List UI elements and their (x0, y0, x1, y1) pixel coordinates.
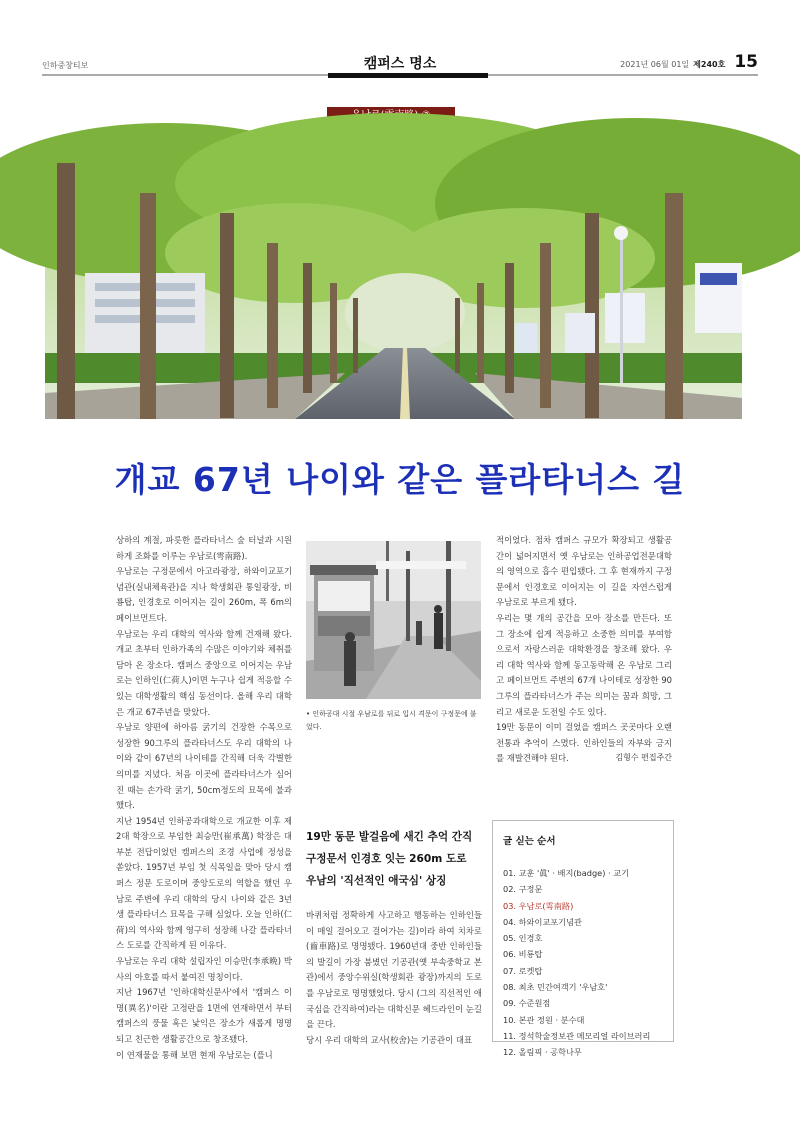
series-item: 11. 정석학술정보관 메모리얼 라이브러리 (503, 1030, 651, 1041)
paragraph: 우남로는 구정문에서 아고라광장, 하와이교포기념관(실내체육관)을 지나 학생회관 통일광장, 비룡탑, 인경호로 이어지는 길이 260m, 폭 6m의 페이브먼트다. (116, 566, 292, 623)
photo-caption: • 인하공대 시절 우남로를 뒤로 입시 격문이 구정문에 붙었다. (306, 710, 477, 731)
paragraph: 바퀴처럼 정확하게 사고하고 행동하는 인하인들이 매일 걸어오고 걸어가는 길)이라 하여 치차로(齒車路)로 명명됐다. 1960년대 중반 인하인들의 발길이 가장 붐볐던 기공관(옛 부속중학교 본관)에서 중앙수위실(학생회관 광장)까지의 도로를 우남로로 명명했었다. 당시 (그의 직선적인 애국심을 간직하여)라는 대학신문 헤드라인이 눈길을 끈다. (306, 910, 482, 1030)
paragraph: 우남로 양편에 하아름 굵기의 건장한 수목으로 성장한 90그루의 플라타너스도 우리 대학의 나이와 같이 67년의 나이테를 간직해 더욱 각별한 의미를 지녔다. 처음 이곳에 플라타너스가 심어진 때는 손가락 굵기, 50cm정도의 묘목에 불과했다. (116, 722, 292, 811)
series-order-box (492, 820, 674, 1058)
article-column-1 (116, 533, 292, 1060)
article-column-2 (306, 908, 482, 1048)
article-subheadline (306, 826, 486, 892)
publication-name: 인하중창티보 (42, 61, 89, 70)
historic-photo-old-gate (306, 541, 481, 699)
series-item: 09. 수준원점 (503, 998, 551, 1009)
subhead-line: 19만 동문 발걸음에 새긴 추억 간직 (306, 831, 473, 843)
series-order-title: 글 싣는 순서 (503, 836, 556, 847)
date-issue (620, 52, 758, 72)
series-item: 07. 로켓탑 (503, 965, 543, 976)
paragraph: 상하의 계절, 파릇한 플라타너스 숲 터널과 시원하게 조화를 이루는 우남로(雩南路). (116, 535, 292, 561)
historic-photo-illustration (306, 541, 481, 699)
issue-number: 제240호 (693, 60, 726, 69)
subhead-line: 구정문서 인경호 잇는 260m 도로 (306, 853, 467, 865)
paragraph: 당시 우리 대학의 교사(校舍)는 기공관이 대표 (306, 1034, 473, 1045)
main-photo-platanus-road (45, 163, 742, 419)
subhead-line: 우남의 '직선적인 애국심' 상징 (306, 875, 447, 887)
paragraph: 우남로는 우리 대학 설립자인 이승만(李承晩) 박사의 아호를 따서 붙여진 명칭이다. (116, 956, 292, 982)
paragraph: 우리는 몇 개의 공간을 모아 장소를 만든다. 또 그 장소에 쉽게 적응하고 소중한 의미를 부여함으로서 자랑스러운 대학환경을 창조해 왔다. 우리 대학 역사와 함께 동고동락해 온 우남로 그리고 페이브먼트 주변의 67개 나이테로 성장한 90그루의 플라타너스가 주는 의미는 꿈과 희망, 그리고 새로운 도전일 수도 있다. (496, 612, 672, 717)
paragraph: 이 연재물을 통해 보면 현재 우남로는 (플니 (116, 1049, 273, 1060)
header-rule-accent (328, 73, 488, 78)
series-item: 02. 구정문 (503, 884, 543, 895)
paragraph: 19만 동문이 이미 걸었을 캠퍼스 곳곳마다 오랜 전통과 추억이 스몄다. 인하인들의 자부와 긍지를 재발견해야 된다. (496, 722, 672, 764)
author-byline: 김형수 편집주간 (615, 753, 672, 762)
paragraph: 지난 1967년 '인하대학신문사'에서 '캠퍼스 이명(異名)'이란 고정란을 1면에 연재하면서 부터 캠퍼스의 풍물 혹은 낯익은 장소가 새롭게 명명되고 친근한 생활공간으로 창조됐다. (116, 987, 292, 1044)
section-title: 캠퍼스 명소 (363, 56, 437, 72)
article-headline: 개교 67년 나이와 같은 플라타너스 길 (114, 460, 686, 499)
paragraph: 적이었다. 점차 캠퍼스 규모가 확장되고 생활공간이 넓어지면서 옛 우남로는 인하공업전문대학의 영역으로 흡수 편입됐다. 그 후 현재까지 구정문에서 인경호로 이어지는 이 길을 자연스럽게 우남로로 부르게 됐다. (496, 535, 672, 608)
paragraph: 우남로는 우리 대학의 역사와 함께 건재해 왔다. 개교 초부터 인하가족의 수많은 이야기와 체취를 담아 온 장소다. 캠퍼스 중앙으로 이어지는 우남로는 인하인(仁荷人)이면 누구나 쉽게 적응할 수 있는 대학생활의 핵심 동선이다. 올해 우리 대학은 개교 67주년을 맞았다. (116, 628, 292, 717)
series-item: 08. 최초 민간여객기 '우남호' (503, 982, 608, 993)
paragraph: 지난 1954년 인하공과대학으로 개교한 이후 제2대 학장으로 부임한 최승만(崔承萬) 학장은 대부분 전답이었던 캠퍼스의 조경 사업에 정성을 쏟았다. 1957년 부임 첫 식목일을 맞아 당시 캠퍼스 정문 도로이며 중앙도로의 역할을 했던 우남로 주변에 우리 대학의 당시 나이와 같은 3년생 플라타너스 묘목을 구해 심었다. 오늘 인하(仁荷)의 역사와 함께 영구히 성장해 나갈 플라타너스 도로를 간직하게 된 이유다. (116, 815, 292, 951)
issue-date: 2021년 06월 01일 (620, 60, 690, 69)
main-photo-illustration (45, 163, 742, 419)
series-item-current: 03. 우남로(雩南路) (503, 900, 574, 911)
series-item: 01. 교훈 '眞' · 배지(badge) · 교기 (503, 868, 630, 878)
series-item: 04. 하와이교포기념관 (503, 916, 582, 927)
article-column-3 (496, 533, 672, 767)
page-number: 15 (734, 52, 758, 72)
series-item: 12. 올림픽 · 공학나무 (503, 1047, 582, 1058)
series-item: 06. 비룡탑 (503, 949, 543, 960)
series-item: 05. 인경호 (503, 933, 543, 944)
series-item: 10. 본관 정원 · 분수대 (503, 1014, 585, 1025)
